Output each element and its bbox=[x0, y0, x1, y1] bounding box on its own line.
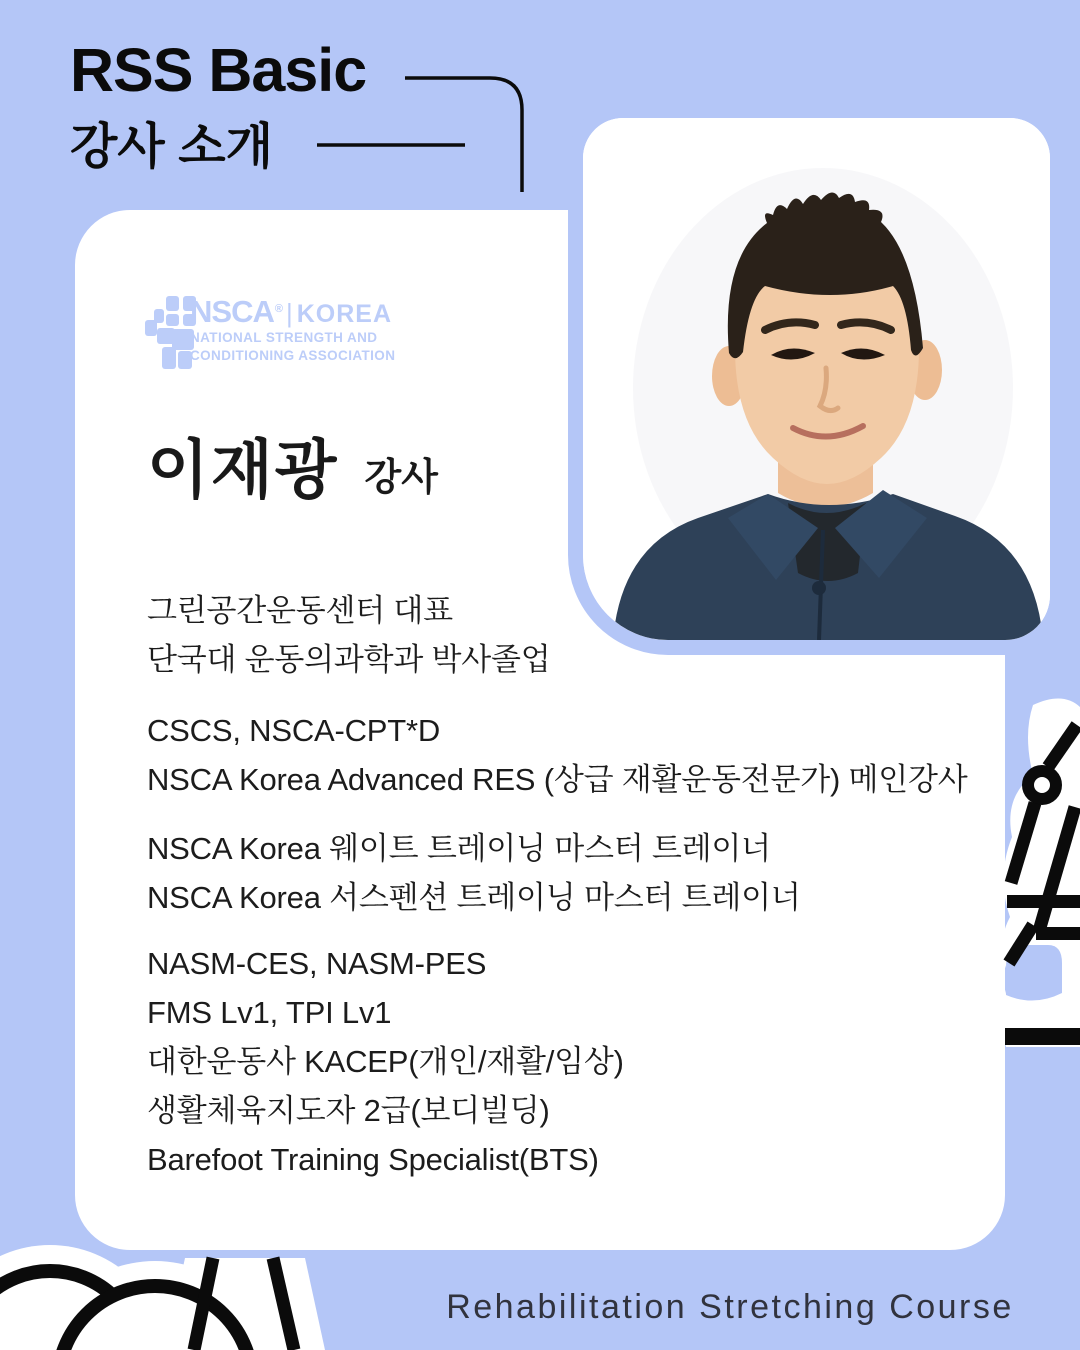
logo-registered-mark: ® bbox=[274, 303, 283, 315]
logo-line2: NATIONAL STRENGTH AND bbox=[190, 330, 378, 345]
logo-divider: | bbox=[285, 298, 293, 328]
instructor-portrait-graphic bbox=[583, 118, 1050, 640]
subtitle-instructor-intro: 강사 소개 bbox=[70, 120, 273, 174]
credential-line: 생활체육지도자 2급(보디빌딩) bbox=[147, 1093, 550, 1128]
instructor-name-row bbox=[147, 434, 438, 506]
credential-line: NSCA Korea Advanced RES (상급 재활운동전문가) 메인강사 bbox=[147, 762, 968, 797]
credential-line: FMS Lv1, TPI Lv1 bbox=[147, 995, 392, 1030]
credential-line: NSCA Korea 서스펜션 트레이닝 마스터 트레이너 bbox=[147, 880, 801, 915]
credential-group bbox=[147, 706, 967, 804]
credential-line: 그린공간운동센터 대표 bbox=[147, 593, 453, 628]
nsca-korea-logo bbox=[145, 296, 395, 370]
credential-line: 대한운동사 KACEP(개인/재활/임상) bbox=[147, 1044, 624, 1079]
hand-doodle-illustration bbox=[1003, 695, 1080, 1055]
credential-group bbox=[147, 939, 624, 1184]
credential-line: CSCS, NSCA-CPT*D bbox=[147, 713, 441, 748]
credential-line: NSCA Korea 웨이트 트레이닝 마스터 트레이너 bbox=[147, 831, 771, 866]
course-title: RSS Basic bbox=[70, 36, 367, 104]
credential-line: 단국대 운동의과학과 박사졸업 bbox=[147, 642, 551, 677]
instructor-photo bbox=[568, 103, 1065, 655]
bracket-line-decoration bbox=[313, 68, 529, 194]
instructor-role: 강사 bbox=[364, 457, 438, 499]
cloud-doodle-illustration bbox=[0, 1238, 330, 1350]
instructor-name: 이재광 bbox=[147, 434, 339, 506]
footer-course-name: Rehabilitation Stretching Course bbox=[446, 1288, 1014, 1326]
credential-line: NASM-CES, NASM-PES bbox=[147, 946, 487, 981]
credential-group bbox=[147, 586, 551, 684]
logo-korea-label: KOREA bbox=[296, 300, 393, 328]
credential-group bbox=[147, 824, 801, 922]
credential-line: Barefoot Training Specialist(BTS) bbox=[147, 1142, 599, 1177]
logo-nsca-label: NSCA bbox=[190, 294, 274, 329]
nsca-logo-text bbox=[190, 296, 395, 362]
logo-line3: CONDITIONING ASSOCIATION bbox=[190, 347, 396, 363]
